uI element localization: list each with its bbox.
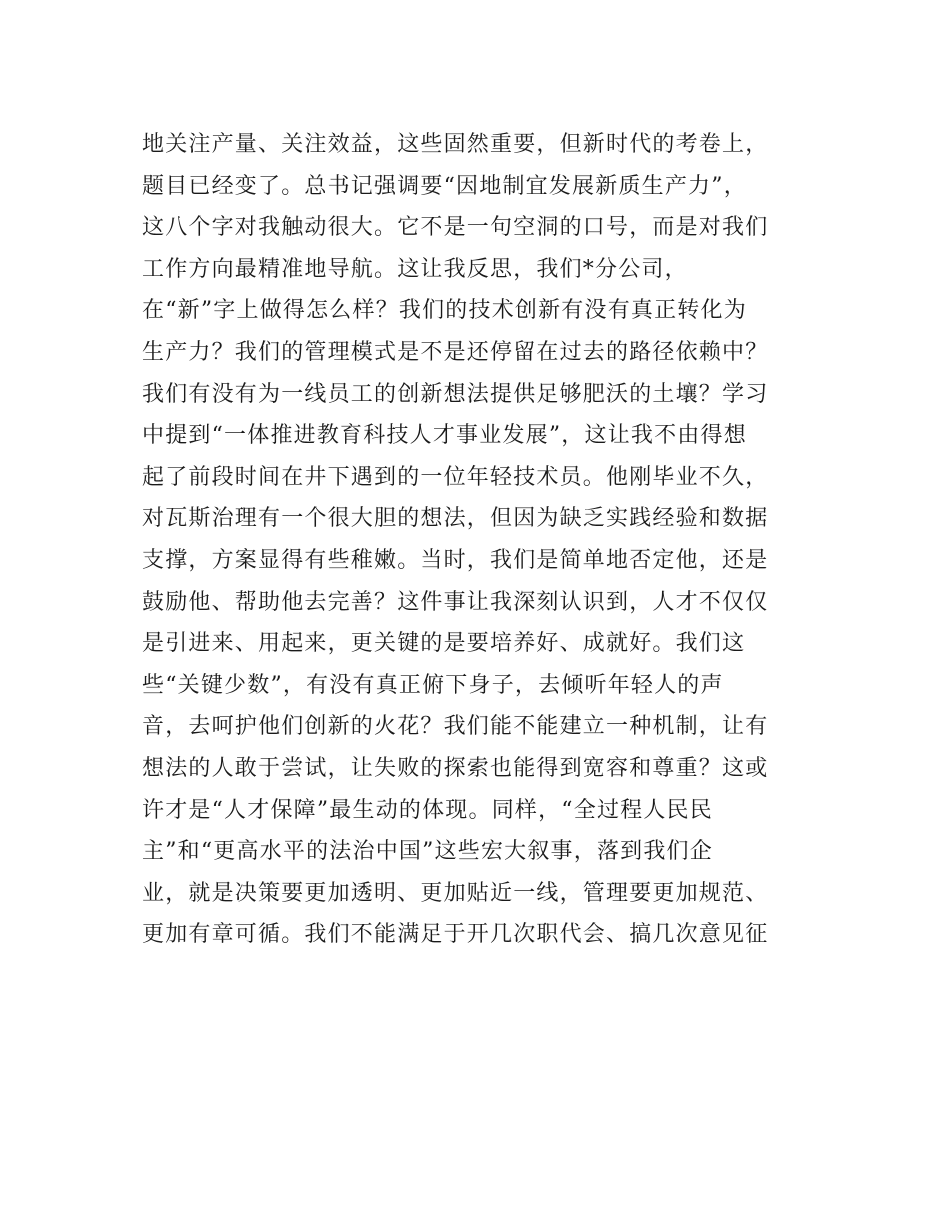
text-line-15: 音，去呵护他们创新的火花？我们能不能建立一种机制，让有 bbox=[142, 714, 769, 740]
text-line-19: 业，就是决策要更加透明、更加贴近一线，管理要更加规范、 bbox=[142, 880, 769, 906]
text-line-18: 主”和“更高水平的法治中国”这些宏大叙事，落到我们企 bbox=[142, 839, 713, 865]
text-line-16: 想法的人敢于尝试，让失败的探索也能得到宽容和尊重？这或 bbox=[142, 755, 769, 781]
body-text bbox=[142, 124, 822, 956]
text-line-14: 些“关键少数”，有没有真正俯下身子，去倾听年轻人的声 bbox=[142, 672, 724, 698]
text-line-4: 工作方向最精准地导航。这让我反思，我们*分公司， bbox=[142, 256, 688, 282]
text-line-6: 生产力？我们的管理模式是不是还停留在过去的路径依赖中？ bbox=[142, 339, 769, 365]
text-line-8: 中提到“一体推进教育科技人才事业发展”，这让我不由得想 bbox=[142, 423, 747, 449]
text-line-5: 在“新”字上做得怎么样？我们的技术创新有没有真正转化为 bbox=[142, 298, 747, 324]
text-line-7: 我们有没有为一线员工的创新想法提供足够肥沃的土壤？学习 bbox=[142, 381, 769, 407]
text-line-9: 起了前段时间在井下遇到的一位年轻技术员。他刚毕业不久， bbox=[142, 464, 769, 490]
text-line-13: 是引进来、用起来，更关键的是要培养好、成就好。我们这 bbox=[142, 631, 746, 657]
text-line-1: 地关注产量、关注效益，这些固然重要，但新时代的考卷上， bbox=[142, 132, 769, 157]
text-line-3: 这八个字对我触动很大。它不是一句空洞的口号，而是对我们 bbox=[142, 215, 769, 241]
text-line-12: 鼓励他、帮助他去完善？这件事让我深刻认识到，人才不仅仅 bbox=[142, 589, 769, 615]
text-line-20: 更加有章可循。我们不能满足于开几次职代会、搞几次意见征 bbox=[142, 922, 769, 948]
text-line-17: 许才是“人才保障”最生动的体现。同样，“全过程人民民 bbox=[142, 797, 713, 823]
text-line-11: 支撑，方案显得有些稚嫩。当时，我们是简单地否定他，还是 bbox=[142, 547, 769, 573]
text-line-2: 题目已经变了。总书记强调要“因地制宜发展新质生产力”， bbox=[142, 173, 747, 199]
text-line-10: 对瓦斯治理有一个很大胆的想法，但因为缺乏实践经验和数据 bbox=[142, 506, 769, 532]
